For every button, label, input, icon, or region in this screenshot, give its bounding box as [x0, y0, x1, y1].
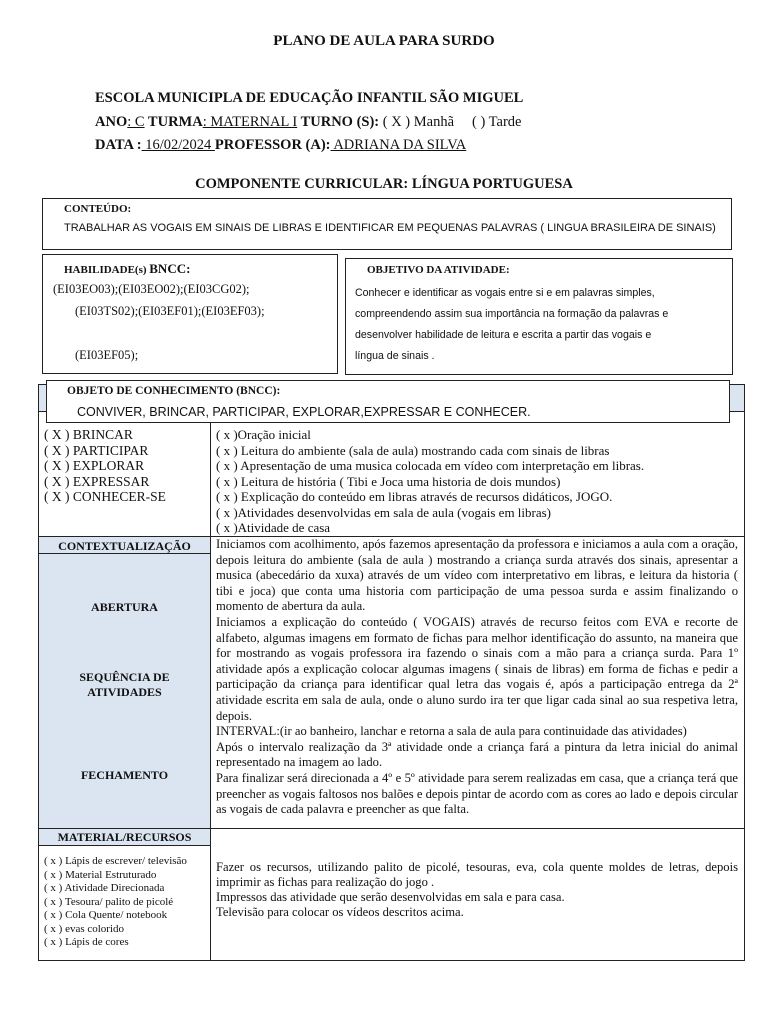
ano-label: ANO	[95, 114, 128, 130]
list-item: ( x ) evas colorido	[44, 922, 125, 935]
paragraph-intervalo: INTERVAL:(ir ao banheiro, lanchar e retorna a sala de aula para continuidade das atividades)	[216, 724, 687, 739]
componente-curricular: COMPONENTE CURRICULAR: LÍNGUA PORTUGUESA	[195, 176, 573, 192]
paragraph-fechamento-1: Após o intervalo realização da 3ª atividade onde a criança fará a pintura da letra inicial do animal representado na imagem ao lado.	[216, 739, 738, 770]
material-recursos-label: MATERIAL/RECURSOS	[57, 830, 192, 844]
conteudo-text: TRABALHAR AS VOGAIS EM SINAIS DE LIBRAS E IDENTIFICAR EM PEQUENAS PALAVRAS ( LINGUA BRASILEIRA DE SINAIS)	[64, 222, 716, 234]
paragraph: Televisão para colocar os vídeos descritos acima.	[216, 905, 464, 919]
list-item: ( x ) Leitura do ambiente (sala de aula) mostrando cada com sinais de libras	[216, 442, 610, 458]
campos-experiencia-list	[44, 427, 166, 505]
turno-tarde: ( ) Tarde	[472, 114, 522, 130]
list-item: ( x ) Cola Quente/ notebook	[44, 909, 168, 921]
document-title: PLANO DE AULA PARA SURDO	[273, 33, 495, 49]
paragraph-abertura: Iniciamos com acolhimento, após fazemos apresentação da professora e iniciamos a aula com a oração, depois leitura do ambiente (sala de aula ) mostrando a criança surda através dos sinais, apresentar a musica (abecedário da xuxa) através de um vídeo com interpretativo em libras, e leitura da historia ( tibi e joca) que conta uma historia com participação de uma pessoa surda e assim finalizando o momento de abertura da aula.	[216, 537, 738, 614]
habilidade-code-line: (EI03TS02);(EI03EF01);(EI03EF03);	[75, 304, 265, 318]
sequencia-label: SEQUÊNCIA DE ATIVIDADES	[79, 670, 170, 699]
habilidade-label: HABILIDADE(s) BNCC:	[64, 261, 191, 276]
school-name: ESCOLA MUNICIPLA DE EDUCAÇÃO INFANTIL SÃO MIGUEL	[95, 90, 524, 106]
paragraph: Fazer os recursos, utilizando palito de picolé, tesouras, eva, cola quente moldes de letras, depois imprimir as fichas para realização do jogo .	[216, 860, 738, 889]
objetivo-text: Conhecer e identificar as vogais entre si e em palavras simples, compreendendo assim sua importância na formação da palavras e desenvolver habilidade de leitura e escrita a partir das vogais e língua de sinais .	[355, 287, 669, 362]
ano-value: : C	[127, 114, 145, 130]
turma-label: TURMA	[144, 114, 203, 130]
objeto-conhecimento-box	[46, 380, 730, 423]
list-item: ( x ) Apresentação de uma musica colocada em vídeo com interpretação em libras.	[216, 458, 645, 473]
list-item: ( X ) PARTICIPAR	[44, 442, 149, 458]
conteudo-label: CONTEÚDO:	[64, 203, 132, 215]
paragraph-sequencia: Iniciamos a explicação do conteúdo ( VOGAIS) através de recurso feitos com EVA e recorte de alfabeto, algumas imagens em formato de fichas para melhor identificação do assunto, na maneira que for mostrando as vogais professora ira fazendo o sinais com a mão para a criança surda. Para 1º atividade após a explicação colocar algumas imagens ( sinais de libras) em forma de fichas e pedir a participação da criança para identificar qual letra das vogais é, após a participação entrega da 2ª atividade escrita em sala de aula, onde o aluno surdo ira ter que ligar cada sinal ao sua respetiva letra, depois.	[216, 614, 738, 723]
date-teacher-line	[95, 137, 466, 154]
materials-description	[216, 860, 738, 920]
data-value: 16/02/2024	[141, 137, 215, 153]
fechamento-label: FECHAMENTO	[80, 768, 169, 782]
professor-value: ADRIANA DA SILVA	[330, 137, 467, 153]
professor-label: PROFESSOR (A):	[214, 137, 331, 153]
contextualizacao-label: CONTEXTUALIZAÇÃO	[58, 539, 191, 553]
list-item: ( x ) Atividade Direcionada	[44, 882, 165, 894]
list-item: ( x ) Lápis de escrever/ televisão	[44, 855, 187, 867]
conteudo-box	[42, 198, 732, 250]
atividades-checklist	[216, 427, 644, 536]
list-item: ( X ) EXPRESSAR	[44, 473, 150, 489]
habilidade-code-line: (EI03EO03);(EI03EO02);(EI03CG02);	[53, 282, 250, 296]
turno-label: TURNO (S):	[297, 114, 383, 130]
habilidade-code-line: (EI03EF05);	[75, 348, 139, 362]
list-item: ( x ) Tesoura/ palito de picolé	[44, 895, 174, 908]
class-info-line	[95, 114, 521, 131]
paragraph-fechamento-2: Para finalizar será direcionada a 4º e 5º atividade para serem realizadas em casa, que a criança terá que preencher as vogais faltosos nos balões e depois pintar de acordo com as cores ao lado e depois circular as vogais de cada palavra e preencher as que falta.	[216, 770, 738, 817]
objetivo-box	[345, 258, 733, 375]
abertura-label: ABERTURA	[91, 600, 158, 614]
materials-list	[44, 855, 187, 950]
turno-manha: ( X ) Manhã	[382, 114, 455, 130]
list-item: ( x )Oração inicial	[216, 427, 311, 442]
column-divider	[210, 411, 211, 960]
objeto-text: CONVIVER, BRINCAR, PARTICIPAR, EXPLORAR,EXPRESSAR E CONHECER.	[77, 405, 531, 419]
plan-description	[216, 537, 738, 818]
list-item: ( x ) Leitura de história ( Tibi e Joca uma historia de dois mundos)	[216, 473, 561, 489]
objeto-label: OBJETO DE CONHECIMENTO (BNCC):	[67, 385, 281, 397]
data-label: DATA :	[95, 137, 142, 153]
turma-value: : MATERNAL I	[202, 114, 298, 130]
list-item: ( X ) BRINCAR	[44, 427, 133, 442]
list-item: ( x )Atividades desenvolvidas em sala de aula (vogais em libras)	[216, 504, 552, 520]
list-item: ( X ) CONHECER-SE	[44, 489, 166, 504]
objetivo-label: OBJETIVO DA ATIVIDADE:	[367, 264, 510, 276]
list-item: ( x ) Lápis de cores	[44, 936, 129, 948]
list-item: ( x )Atividade de casa	[216, 520, 331, 535]
list-item: ( x ) Material Estruturado	[44, 868, 157, 881]
list-item: ( x ) Explicação do conteúdo em libras através de recursos didáticos, JOGO.	[216, 489, 613, 504]
list-item: ( X ) EXPLORAR	[44, 458, 145, 473]
habilidade-box	[42, 254, 338, 374]
row-line	[39, 828, 744, 829]
paragraph: Impressos das atividade que serão desenvolvidas em sala e para casa.	[216, 890, 565, 904]
row-line	[39, 845, 210, 846]
